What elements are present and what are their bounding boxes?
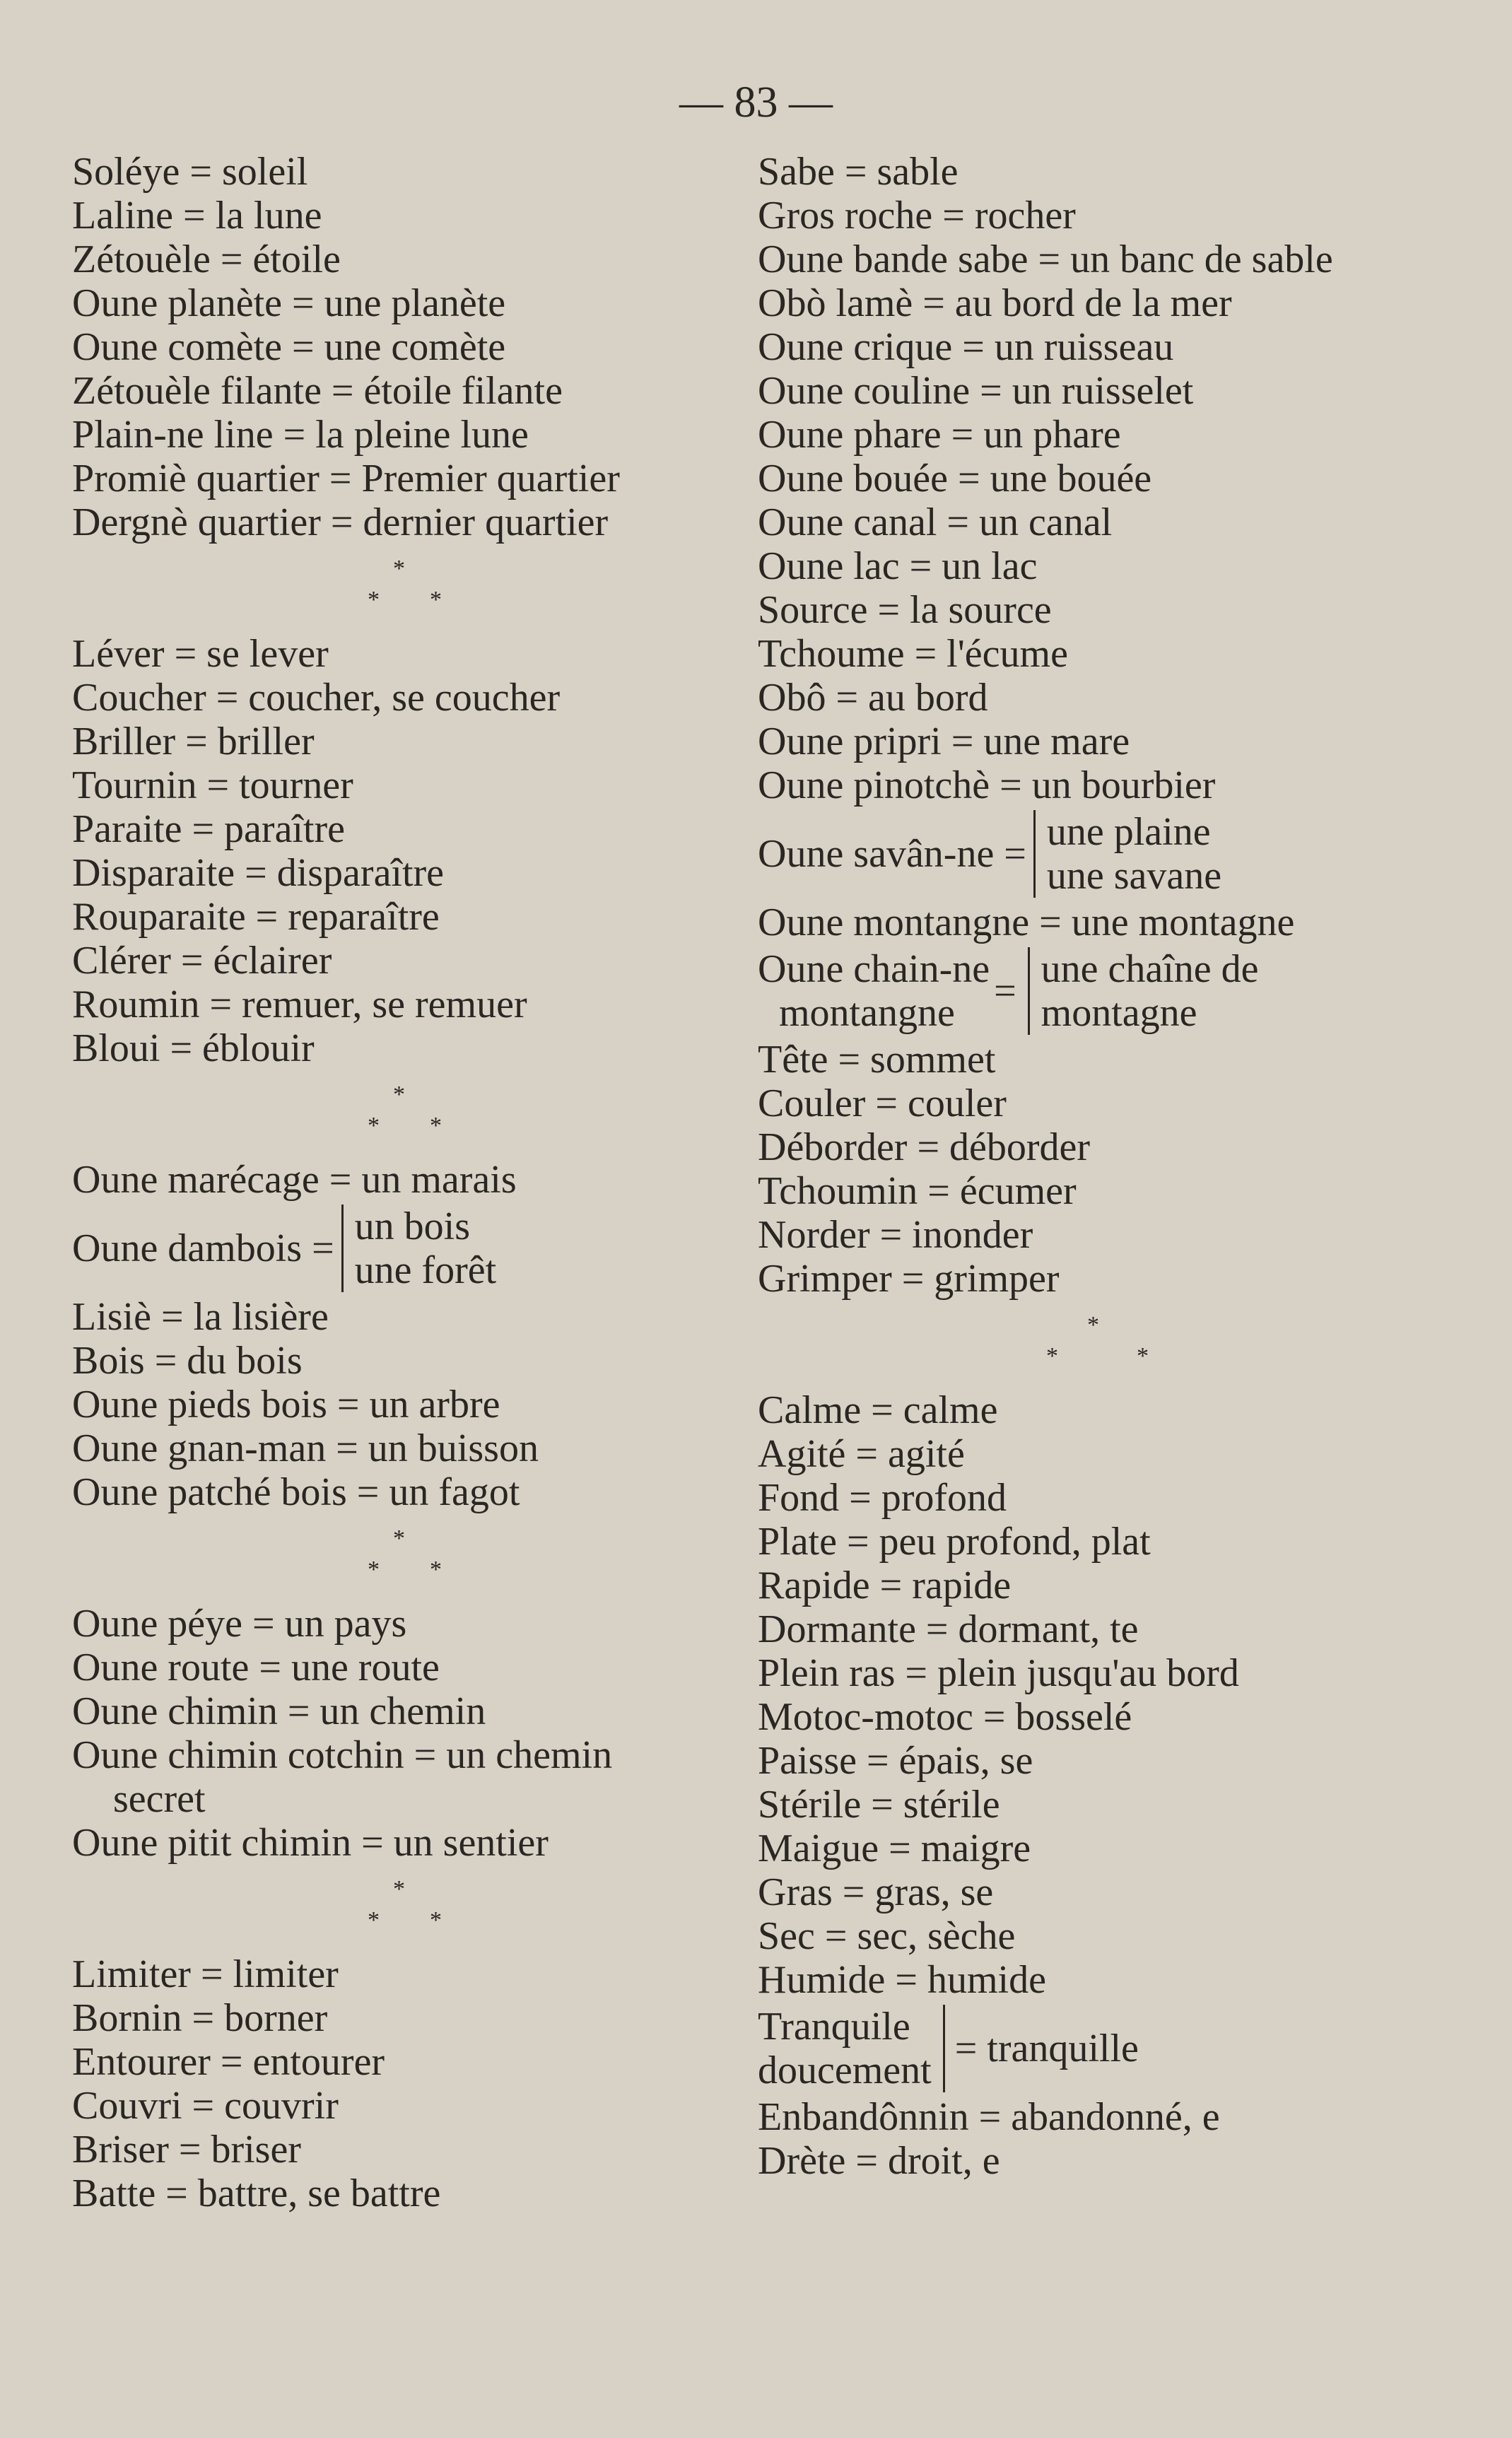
list-item: Dormante = dormant, te	[758, 1607, 1139, 1651]
list-group-limits	[72, 1952, 729, 2215]
section-divider	[72, 1514, 729, 1602]
list-item: Oune lac = un lac	[758, 544, 1038, 588]
list-item: Oune montangne = une montagne	[758, 901, 1295, 944]
list-item: Oune couline = un ruisselet	[758, 369, 1194, 413]
list-item: Paisse = épais, se	[758, 1739, 1033, 1783]
list-item: Roumin = remuer, se remuer	[72, 983, 527, 1026]
bracketed-entry	[758, 2005, 1493, 2092]
list-item: Briller = briller	[72, 720, 315, 763]
list-item: Oune route = une route	[72, 1646, 440, 1689]
list-item: Oune crique = un ruisseau	[758, 325, 1174, 369]
star-icon: *	[368, 1113, 380, 1139]
list-item: Coucher = coucher, se coucher	[72, 676, 561, 720]
entry-term-lines	[758, 947, 990, 1035]
list-item: Clérer = éclairer	[72, 939, 332, 983]
star-icon: *	[1046, 1343, 1058, 1369]
list-item: Lisiè = la lisière	[72, 1295, 329, 1339]
list-item: Sec = sec, sèche	[758, 1914, 1016, 1958]
bracketed-entry	[72, 1205, 729, 1292]
entry-alternative: une chaîne de	[1041, 947, 1259, 991]
list-item: Gros roche = rocher	[758, 194, 1076, 238]
list-item: Bornin = borner	[72, 1996, 328, 2040]
list-item: Oune canal = un canal	[758, 500, 1113, 544]
star-icon: *	[430, 1113, 442, 1139]
list-group-forest	[72, 1158, 729, 1514]
equals-sign: =	[994, 969, 1016, 1013]
star-icon: *	[430, 587, 442, 613]
list-group-sky	[72, 150, 729, 544]
bracket-terms	[758, 2005, 945, 2092]
star-icon: *	[393, 1525, 405, 1552]
star-icon: *	[368, 1907, 380, 1933]
list-item: Oune phare = un phare	[758, 413, 1121, 457]
list-item: Oune pripri = une mare	[758, 720, 1130, 763]
list-item: Tournin = tourner	[72, 763, 353, 807]
list-item: Batte = battre, se battre	[72, 2172, 441, 2215]
list-item: Plein ras = plein jusqu'au bord	[758, 1651, 1239, 1695]
section-divider	[72, 544, 729, 632]
star-icon: *	[1087, 1312, 1099, 1338]
list-item: Obô = au bord	[758, 676, 988, 720]
list-item: Bloui = éblouir	[72, 1026, 315, 1070]
right-column	[758, 150, 1493, 2183]
list-item: Déborder = déborder	[758, 1125, 1091, 1169]
list-item: Oune marécage = un marais	[72, 1158, 517, 1202]
list-item: Limiter = limiter	[72, 1952, 339, 1996]
star-icon: *	[393, 556, 405, 582]
entry-definition: = tranquille	[954, 2027, 1139, 2070]
list-item: Humide = humide	[758, 1958, 1046, 2002]
entry-alternative: montagne	[1041, 991, 1197, 1035]
list-item: Oune bouée = une bouée	[758, 457, 1152, 500]
list-item: Maigue = maigre	[758, 1827, 1031, 1870]
list-item: Drète = droit, e	[758, 2139, 1000, 2183]
star-icon: *	[1137, 1343, 1149, 1369]
section-divider	[72, 1070, 729, 1158]
list-group-water	[758, 150, 1493, 1301]
list-item: Motoc-motoc = bosselé	[758, 1695, 1132, 1739]
list-item: Rouparaite = reparaître	[72, 895, 440, 939]
list-item: Plain-ne line = la pleine lune	[72, 413, 529, 457]
entry-term: Oune savân-ne =	[758, 832, 1026, 876]
list-item: Bois = du bois	[72, 1339, 303, 1383]
entry-alternative: un bois	[354, 1205, 471, 1248]
entry-term: doucement	[758, 2049, 932, 2092]
list-item: Tchoumin = écumer	[758, 1169, 1077, 1213]
list-item: Sabe = sable	[758, 150, 959, 194]
entry-term: Tranquile	[758, 2005, 910, 2049]
star-icon: *	[430, 1557, 442, 1583]
bracket-alternatives	[341, 1205, 497, 1292]
left-column	[72, 150, 729, 2215]
list-item: Tchoume = l'écume	[758, 632, 1068, 676]
entry-term: Oune dambois =	[72, 1226, 334, 1270]
entry-term: Oune chain-ne	[758, 947, 990, 991]
bracket-alternatives	[1033, 810, 1221, 898]
list-item: Gras = gras, se	[758, 1870, 994, 1914]
list-item: Stérile = stérile	[758, 1783, 1000, 1827]
list-item: Oune gnan-man = un buisson	[72, 1426, 539, 1470]
list-item: Disparaite = disparaître	[72, 851, 445, 895]
list-item: Oune péye = un pays	[72, 1602, 407, 1646]
entry-term-continuation: montangne	[779, 991, 955, 1035]
list-item: Grimper = grimper	[758, 1257, 1060, 1301]
list-item: Agité = agité	[758, 1432, 965, 1476]
page-number: — 83 —	[679, 78, 833, 127]
list-item: Oune comète = une comète	[72, 325, 506, 369]
list-group-roads	[72, 1602, 729, 1865]
list-item: Enbandônnin = abandonné, e	[758, 2095, 1220, 2139]
list-item: Oune pieds bois = un arbre	[72, 1383, 500, 1426]
list-item: Zétouèle = étoile	[72, 238, 341, 281]
bracketed-entry	[758, 810, 1493, 898]
list-item: Couvri = couvrir	[72, 2084, 339, 2128]
list-item: Oune planète = une planète	[72, 281, 506, 325]
list-item: Couler = couler	[758, 1082, 1007, 1125]
list-item: Oune bande sabe = un banc de sable	[758, 238, 1333, 281]
list-item: Tête = sommet	[758, 1038, 996, 1082]
star-icon: *	[368, 1557, 380, 1583]
list-item: Dergnè quartier = dernier quartier	[72, 500, 609, 544]
list-item: Oune chimin cotchin = un chemin	[72, 1733, 613, 1777]
list-item: Briser = briser	[72, 2128, 301, 2172]
list-item: Oune pitit chimin = un sentier	[72, 1821, 549, 1865]
star-icon: *	[430, 1907, 442, 1933]
list-item: Oune chimin = un chemin	[72, 1689, 486, 1733]
list-item: Oune pinotchè = un bourbier	[758, 763, 1216, 807]
list-item: Zétouèle filante = étoile filante	[72, 369, 563, 413]
list-item: Plate = peu profond, plat	[758, 1520, 1151, 1564]
list-item: Oune patché bois = un fagot	[72, 1470, 520, 1514]
list-item: Obò lamè = au bord de la mer	[758, 281, 1232, 325]
section-divider	[72, 1865, 729, 1952]
bracketed-entry	[758, 947, 1493, 1035]
list-item: Léver = se lever	[72, 632, 329, 676]
bracket-alternatives	[1028, 947, 1259, 1035]
list-item: Rapide = rapide	[758, 1564, 1012, 1607]
list-item: Norder = inonder	[758, 1213, 1033, 1257]
list-group-adjectives	[758, 1388, 1493, 2183]
list-item: Paraite = paraître	[72, 807, 346, 851]
list-item: Laline = la lune	[72, 194, 322, 238]
list-item: Entourer = entourer	[72, 2040, 385, 2084]
list-item: Soléye = soleil	[72, 150, 308, 194]
list-item: Source = la source	[758, 588, 1052, 632]
list-group-verbs	[72, 632, 729, 1070]
star-icon: *	[368, 587, 380, 613]
entry-alternative: une plaine	[1046, 810, 1211, 854]
star-icon: *	[393, 1082, 405, 1108]
list-item: Promiè quartier = Premier quartier	[72, 457, 620, 500]
list-item-continuation: secret	[113, 1777, 206, 1821]
section-divider	[758, 1301, 1493, 1388]
entry-alternative: une savane	[1046, 854, 1222, 898]
star-icon: *	[393, 1876, 405, 1902]
list-item: Fond = profond	[758, 1476, 1007, 1520]
list-item: Calme = calme	[758, 1388, 998, 1432]
entry-alternative: une forêt	[354, 1248, 497, 1292]
